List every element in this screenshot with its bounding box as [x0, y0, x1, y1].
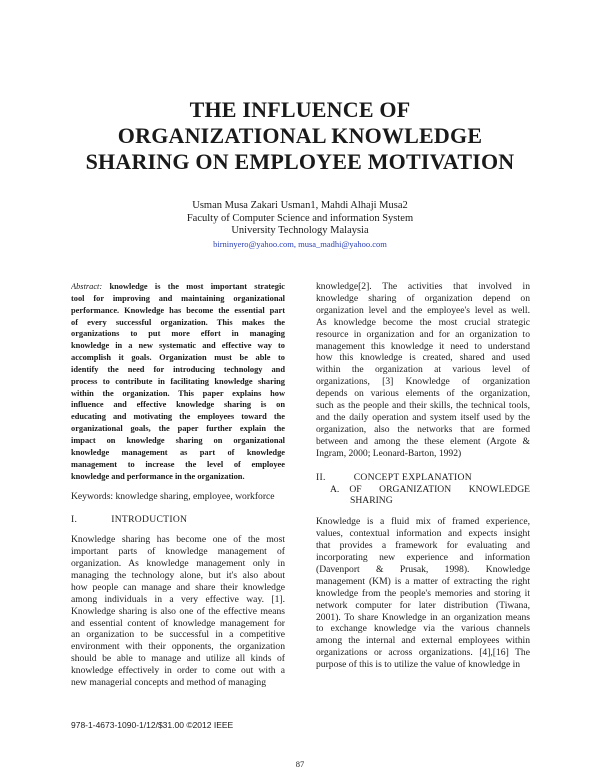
subsection-number: A.	[330, 483, 340, 495]
author-block	[0, 200, 600, 250]
body-line: (Davenport & Prusak, 1998). Knowledge	[316, 563, 530, 575]
author-faculty: Faculty of Computer Science and information System	[186, 212, 414, 224]
subsection-title-line: SHARING	[350, 495, 393, 507]
body-line: resource in organization and for an organization to	[316, 328, 530, 340]
body-line: knowledge from the people's memories and storing it	[316, 587, 530, 599]
body-line: As knowledge become the most crucial strategic	[316, 316, 530, 328]
abstract-line: organizational goals, the paper further explain the	[71, 424, 285, 434]
abstract	[71, 281, 285, 482]
body-line: Knowledge sharing has become one of the most	[71, 534, 285, 546]
body-line: important parts of knowledge management of	[71, 546, 285, 558]
abstract-line: accomplish it goals. Organization must be able to	[71, 353, 285, 363]
abstract-line: within the organization. This paper explains how	[71, 388, 285, 398]
body-line: knowledge sharing of organization depend on	[316, 292, 530, 304]
body-line: such as the people and their skills, the technical tools,	[316, 400, 530, 412]
body-line: between and among the these element (Argote &	[316, 435, 530, 447]
abstract-line: influence and effective knowledge sharing is on	[71, 400, 285, 410]
body-line: incorporating new experience and information	[316, 552, 530, 564]
abstract-line: knowledge management as part of knowledge	[71, 447, 285, 457]
section-title: INTRODUCTION	[111, 514, 188, 526]
body-line: how this knowledge is created, shared and used	[316, 352, 530, 364]
abstract-line: educating and motivating the employees toward the	[71, 412, 285, 422]
abstract-line: impact on knowledge sharing on organizational	[71, 435, 285, 445]
paper-title	[0, 97, 600, 175]
left-column	[71, 281, 285, 689]
body-line: should be able to manage and utilize all kinds of	[71, 653, 285, 665]
body-line: that provides a framework for evaluating and	[316, 540, 530, 552]
subsection-title-line: OF ORGANIZATION KNOWLEDGE	[349, 483, 530, 495]
abstract-line: knowledge is the most important strategic	[109, 282, 285, 291]
body-line: organization. As knowledge management only in	[71, 557, 285, 569]
body-line: Knowledge sharing is also one of the effective means	[71, 605, 285, 617]
body-line: depends on various elements of the organization,	[316, 388, 530, 400]
author-university: University Technology Malaysia	[231, 225, 369, 236]
body-line: among individuals in a very effective way. [1].	[71, 593, 285, 605]
subsection-heading	[330, 484, 530, 508]
body-line: among the internal and external employees within	[316, 635, 530, 647]
body-line: organization level and the employee's level as well.	[316, 304, 530, 316]
body-line: 2001). To share Knowledge in an organization means	[316, 611, 530, 623]
body-line: organization, also the networks that are formed	[316, 423, 530, 435]
abstract-line: identify the need for introducing technology and	[71, 364, 285, 374]
abstract-line: performance. Knowledge has become the essential part	[71, 305, 285, 315]
body-line: organizations or across organizations. [4],[16] The	[316, 647, 530, 659]
body-line: management this knowledge it need to understand	[316, 340, 530, 352]
section-title: CONCEPT EXPLANATION	[353, 471, 472, 483]
introduction-paragraph	[71, 534, 285, 689]
section-number: II.	[316, 471, 326, 483]
body-line: to exchange knowledge via the various channels	[316, 623, 530, 635]
title-line: ORGANIZATIONAL KNOWLEDGE	[117, 123, 483, 148]
body-line: knowledge effectively in order to come out with a	[71, 665, 285, 677]
abstract-line: process to contribute in facilitating knowledge sharing	[71, 376, 285, 386]
title-line: SHARING ON EMPLOYEE MOTIVATION	[85, 149, 515, 174]
abstract-line: management to increase the level of employee	[71, 459, 285, 469]
page-number: 87	[295, 759, 305, 769]
abstract-line: of every successful organization. This makes the	[71, 317, 285, 327]
body-line: values, contextual information and expects insight	[316, 528, 530, 540]
body-line: an organization to be successful in a competitive	[71, 629, 285, 641]
abstract-lead: Abstract:	[71, 282, 103, 291]
body-line: new managerial concepts and method of managing	[71, 677, 267, 689]
abstract-line: knowledge in a new systematic and effective way to	[71, 341, 285, 351]
body-line: within the organization at various level of	[316, 364, 530, 376]
body-line: knowledge[2]. The activities that involved in	[316, 281, 530, 292]
body-line: network computer for later distribution (Tiwana,	[316, 599, 530, 611]
body-line: managing the technology alone, but it's also about	[71, 569, 285, 581]
abstract-line: organizations to put more effort in managing	[71, 329, 285, 339]
author-names: Usman Musa Zakari Usman1, Mahdi Alhaji Musa2	[192, 200, 408, 211]
isbn-footer: 978-1-4673-1090-1/12/$31.00 ©2012 IEEE	[71, 720, 234, 730]
body-line: environment with their opponents, the organization	[71, 641, 285, 653]
body-line: Knowledge is a fluid mix of framed experience,	[316, 516, 530, 528]
body-line: management (KM) is a matter of extracting the right	[316, 575, 530, 587]
introduction-continued-paragraph	[316, 281, 530, 460]
section-heading-concept	[316, 472, 530, 484]
author-emails[interactable]: birninyero@yahoo.com, musa_madhi@yahoo.com	[213, 238, 387, 249]
title-line: THE INFLUENCE OF	[189, 97, 411, 122]
abstract-line: knowledge and performance in the organization.	[71, 471, 245, 481]
section-heading-introduction	[71, 514, 285, 526]
body-line: how people can manage and share their knowledge	[71, 581, 285, 593]
concept-paragraph	[316, 516, 530, 671]
right-column	[316, 281, 530, 671]
body-line: purpose of this is to utilize the value of knowledge in	[316, 659, 521, 671]
body-line: and essential content of knowledge management for	[71, 617, 285, 629]
body-line: Ingram, 2000; Leonard-Barton, 1992)	[316, 447, 462, 459]
section-number: I.	[71, 514, 78, 526]
abstract-line: tool for improving and maintaining organizational	[71, 293, 285, 303]
body-line: organizations, [3] Knowledge of organization	[316, 376, 530, 388]
keywords: Keywords: knowledge sharing, employee, workforce	[71, 491, 275, 503]
body-line: and the daily operation and system itself used by the	[316, 411, 530, 423]
